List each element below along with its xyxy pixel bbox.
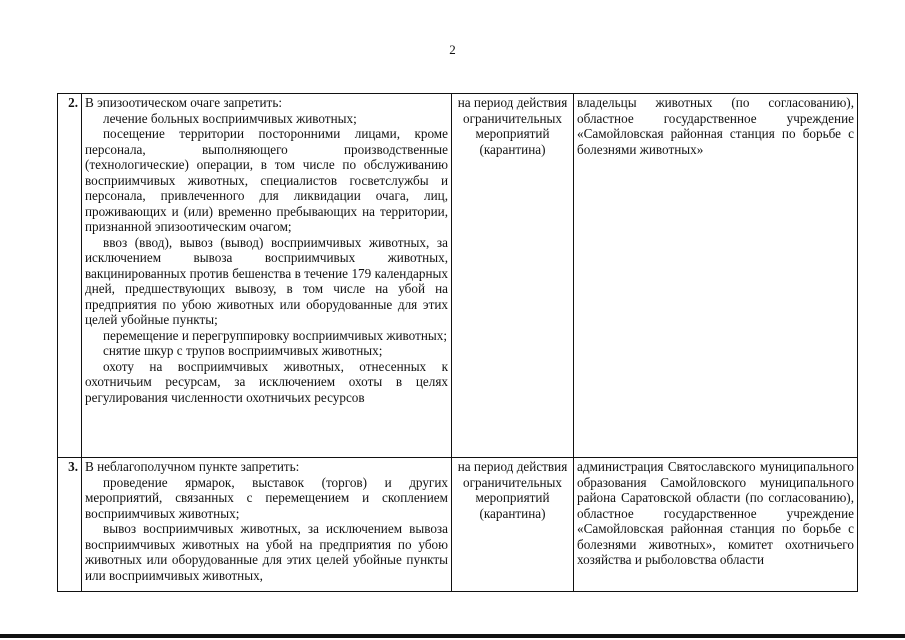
measure-text: перемещение и перегруппировку восприимчивых животных;: [103, 327, 448, 343]
measure-text: лечение больных восприимчивых животных;: [103, 110, 357, 126]
measures-table: [57, 93, 858, 592]
page-bottom-border: [0, 634, 905, 638]
responsible-text: областное государственное учреждение «Самойловская районная станция по борьбе с болезнями животных»,: [577, 505, 854, 552]
responsible-text: владельцы животных (по согласованию), областное государственное учреждение «Самойловская районная станция по борьбе с болезнями животных»: [577, 95, 854, 157]
measure-text: посещение территории посторонними лицами, кроме персонала, выполняющего производственные (технологические) операции, в том числе по обслуживанию восприимчивых животных, специалистов госветслужбы и персонала, привлеченного для ликвидации очага, лиц, проживающих и (или) временно пребывающих на территории, признанной эпизоотическим очагом;: [85, 126, 448, 234]
measure-text: вывоз восприимчивых животных, за исключением вывоза восприимчивых животных на убой на предприятия по убою животных или оборудованные для этих целей убойные пункты или восприимчивых животных,: [85, 521, 448, 583]
measure-text: проведение ярмарок, выставок (торгов) и других мероприятий, связанных с перемещением и скоплением восприимчивых животных;: [85, 474, 448, 521]
responsible-text: комитет охотничьего хозяйства и рыболовства области: [577, 536, 854, 567]
measure-text: охоту на восприимчивых животных, отнесенных к охотничьим ресурсам, за исключением охоты в целях регулирования численности охотничьих ресурсов: [85, 358, 448, 405]
responsible-text: администрация Святославского муниципального образования Самойловского муниципального района Саратовской области (по согласованию),: [577, 459, 854, 505]
table-row: [58, 458, 858, 592]
measure-text: В неблагополучном пункте запретить:: [85, 459, 300, 474]
responsible-cell: [574, 94, 858, 458]
term-cell: на период действия ограничительных мероприятий (карантина): [452, 94, 574, 458]
measure-text: снятие шкур с трупов восприимчивых животных;: [103, 343, 383, 358]
term-cell: на период действия ограничительных мероприятий (карантина): [452, 458, 574, 592]
measure-text: ввоз (ввод), вывоз (вывод) восприимчивых животных, за исключением вывоза восприимчивых животных, вакцинированных против бешенства в течение 179 календарных дней, предшествующих вывозу, в том числе на убой на предприятия по убою животных или оборудованные для этих целей убойные пункты;: [85, 234, 448, 327]
responsible-cell: [574, 458, 858, 592]
page-number: 2: [449, 42, 456, 57]
measure-text: В эпизоотическом очаге запретить:: [85, 95, 282, 110]
table-row: [58, 94, 858, 458]
row-number: 3.: [58, 458, 82, 592]
measures-cell: [82, 94, 452, 458]
row-number: 2.: [58, 94, 82, 458]
measures-cell: [82, 458, 452, 592]
